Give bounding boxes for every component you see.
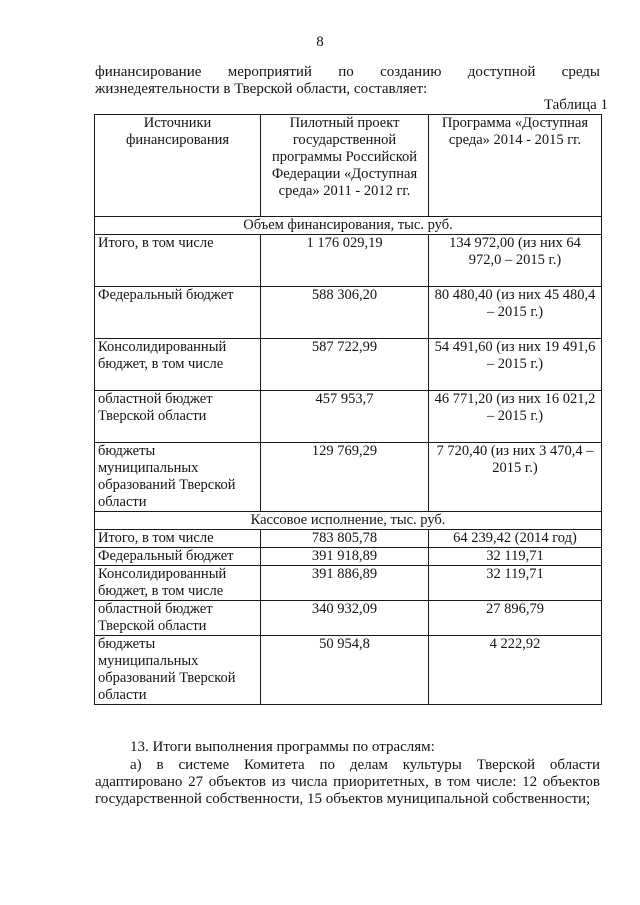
row-program-value: 134 972,00 (из них 64 972,0 – 2015 г.) xyxy=(429,235,602,287)
header-program: Программа «Доступная среда» 2014 - 2015 гг. xyxy=(429,115,602,217)
table-row xyxy=(95,391,602,443)
table-header-row xyxy=(95,115,602,217)
table-row xyxy=(95,530,602,548)
financing-table xyxy=(94,114,602,705)
row-program-value: 80 480,40 (из них 45 480,4 – 2015 г.) xyxy=(429,287,602,339)
row-program-value: 27 896,79 xyxy=(429,601,602,636)
row-name: бюджеты муниципальных образований Тверской области xyxy=(95,443,261,512)
intro-text-line-1: финансирование мероприятий по созданию доступной среды xyxy=(95,64,600,80)
row-name: Консолидированный бюджет, в том числе xyxy=(95,339,261,391)
section-13-item-a-line-2: адаптировано 27 объектов из числа приоритетных, в том числе: 12 объектов xyxy=(95,774,600,790)
row-pilot-value: 129 769,29 xyxy=(261,443,429,512)
section-13-item-a-line-3: государственной собственности, 15 объектов муниципальной собственности; xyxy=(95,791,591,807)
table-row xyxy=(95,601,602,636)
row-name: Итого, в том числе xyxy=(95,235,261,287)
section-13-item-a-line-1: а) в системе Комитета по делам культуры Тверской области xyxy=(130,757,600,773)
row-program-value: 32 119,71 xyxy=(429,548,602,566)
row-pilot-value: 340 932,09 xyxy=(261,601,429,636)
row-program-value: 4 222,92 xyxy=(429,636,602,705)
row-name: областной бюджет Тверской области xyxy=(95,391,261,443)
page-number: 8 xyxy=(316,34,324,50)
table-row xyxy=(95,235,602,287)
row-name: Консолидированный бюджет, в том числе xyxy=(95,566,261,601)
table-row xyxy=(95,287,602,339)
row-name: областной бюджет Тверской области xyxy=(95,601,261,636)
row-pilot-value: 783 805,78 xyxy=(261,530,429,548)
table-row xyxy=(95,566,602,601)
row-name: бюджеты муниципальных образований Тверской области xyxy=(95,636,261,705)
table-row xyxy=(95,636,602,705)
row-name: Федеральный бюджет xyxy=(95,548,261,566)
section-title-volume: Объем финансирования, тыс. руб. xyxy=(95,217,602,235)
row-pilot-value: 457 953,7 xyxy=(261,391,429,443)
intro-text-line-2: жизнедеятельности в Тверской области, составляет: xyxy=(95,81,428,97)
row-pilot-value: 391 886,89 xyxy=(261,566,429,601)
table-label: Таблица 1 xyxy=(543,97,608,113)
section-13-title: 13. Итоги выполнения программы по отраслям: xyxy=(130,739,435,755)
row-program-value: 54 491,60 (из них 19 491,6 – 2015 г.) xyxy=(429,339,602,391)
header-sources: Источники финансирования xyxy=(95,115,261,217)
row-name: Итого, в том числе xyxy=(95,530,261,548)
row-program-value: 64 239,42 (2014 год) xyxy=(429,530,602,548)
table-row xyxy=(95,443,602,512)
row-pilot-value: 1 176 029,19 xyxy=(261,235,429,287)
section-title-execution: Кассовое исполнение, тыс. руб. xyxy=(95,512,602,530)
row-pilot-value: 50 954,8 xyxy=(261,636,429,705)
section-row xyxy=(95,217,602,235)
section-row xyxy=(95,512,602,530)
row-name: Федеральный бюджет xyxy=(95,287,261,339)
header-pilot-project: Пилотный проект государственной программы Российской Федерации «Доступная среда» 2011 - 2012 гг. xyxy=(261,115,429,217)
row-pilot-value: 391 918,89 xyxy=(261,548,429,566)
table-row xyxy=(95,548,602,566)
row-program-value: 46 771,20 (из них 16 021,2 – 2015 г.) xyxy=(429,391,602,443)
row-program-value: 7 720,40 (из них 3 470,4 – 2015 г.) xyxy=(429,443,602,512)
table-row xyxy=(95,339,602,391)
row-pilot-value: 588 306,20 xyxy=(261,287,429,339)
row-pilot-value: 587 722,99 xyxy=(261,339,429,391)
row-program-value: 32 119,71 xyxy=(429,566,602,601)
